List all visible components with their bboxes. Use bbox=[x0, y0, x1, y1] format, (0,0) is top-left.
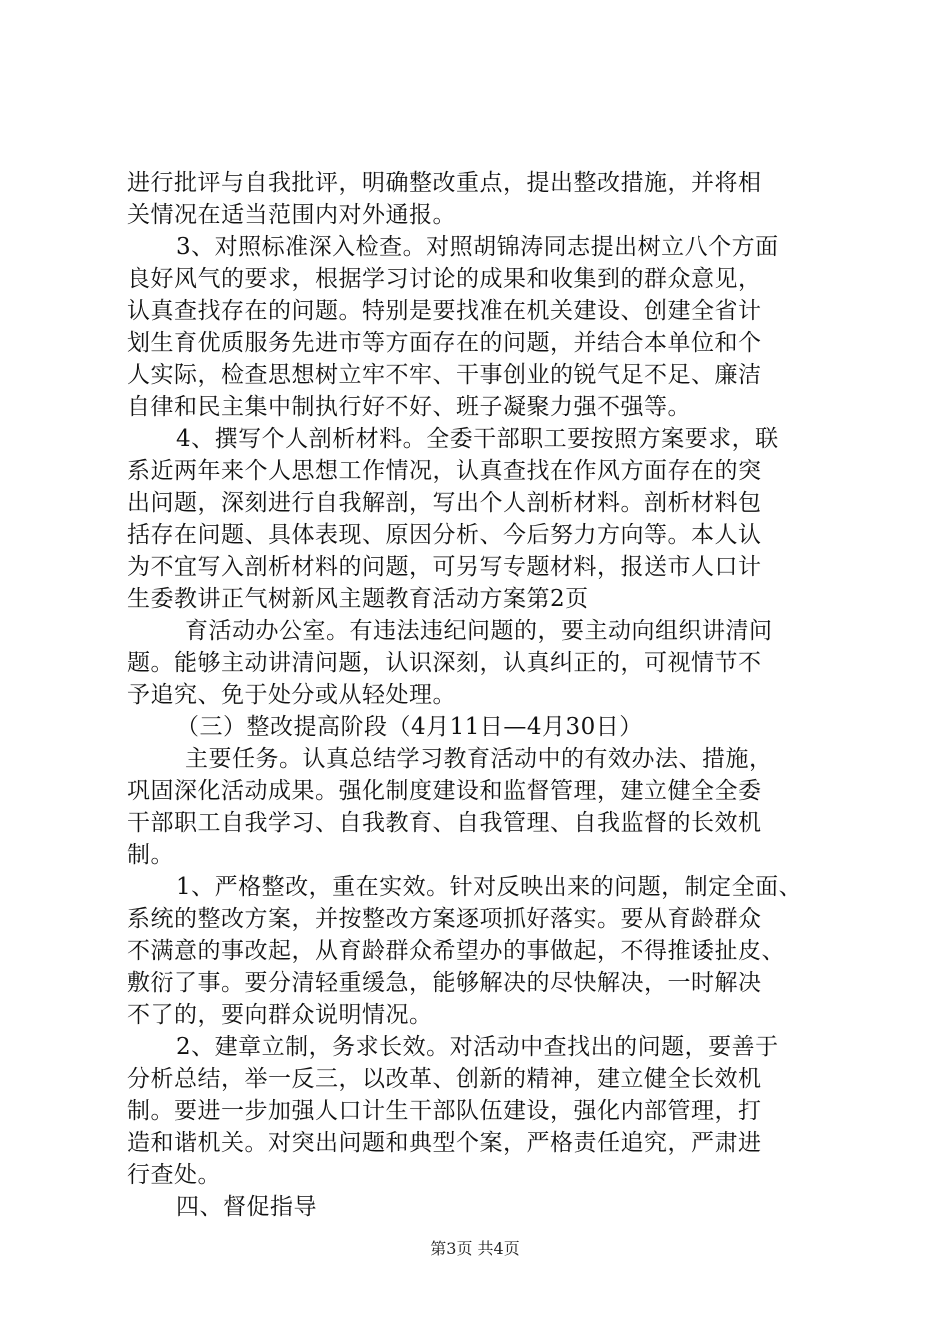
text-line: 出问题，深刻进行自我解剖，写出个人剖析材料。剖析材料包 bbox=[127, 490, 762, 516]
text-line: 为不宜写入剖析材料的问题，可另写专题材料，报送市人口计 bbox=[127, 554, 762, 580]
text-line: 题。能够主动讲清问题，认识深刻，认真纠正的，可视情节不 bbox=[127, 650, 762, 676]
text-line: 制。 bbox=[127, 842, 174, 868]
text-line: 敷衍了事。要分清轻重缓急，能够解决的尽快解决，一时解决 bbox=[127, 970, 762, 996]
text-line: 系近两年来个人思想工作情况，认真查找在作风方面存在的突 bbox=[127, 458, 762, 484]
text-line: 育活动办公室。有违法违纪问题的，要主动向组织讲清问 bbox=[185, 618, 773, 644]
text-line: 2、建章立制，务求长效。对活动中查找出的问题，要善于 bbox=[176, 1034, 779, 1060]
text-line: 分析总结，举一反三，以改革、创新的精神，建立健全长效机 bbox=[127, 1066, 762, 1092]
text-line: 3、对照标准深入检查。对照胡锦涛同志提出树立八个方面 bbox=[176, 234, 779, 260]
text-line: 造和谐机关。对突出问题和典型个案，严格责任追究，严肃进 bbox=[127, 1130, 762, 1156]
text-line: 括存在问题、具体表现、原因分析、今后努力方向等。本人认 bbox=[127, 522, 762, 548]
text-line: 认真查找存在的问题。特别是要找准在机关建设、创建全省计 bbox=[127, 298, 762, 324]
text-line: 4、撰写个人剖析材料。全委干部职工要按照方案要求，联 bbox=[176, 426, 779, 452]
text-line: 系统的整改方案，并按整改方案逐项抓好落实。要从育龄群众 bbox=[127, 906, 762, 932]
section-heading: （三）整改提高阶段（4月11日—4月30日） bbox=[176, 714, 643, 740]
text-line: 进行批评与自我批评，明确整改重点，提出整改措施，并将相 bbox=[127, 170, 762, 196]
text-line: 良好风气的要求，根据学习讨论的成果和收集到的群众意见， bbox=[127, 266, 762, 292]
text-line: 关情况在适当范围内对外通报。 bbox=[127, 202, 456, 228]
text-line: 行查处。 bbox=[127, 1162, 221, 1188]
text-line: 划生育优质服务先进市等方面存在的问题，并结合本单位和个 bbox=[127, 330, 762, 356]
text-line: 不了的，要向群众说明情况。 bbox=[127, 1002, 433, 1028]
text-line: 制。要进一步加强人口计生干部队伍建设，强化内部管理，打 bbox=[127, 1098, 762, 1124]
page-number: 第3页 共4页 bbox=[430, 1239, 520, 1258]
text-line: 人实际，检查思想树立牢不牢、干事创业的锐气足不足、廉洁 bbox=[127, 362, 762, 388]
section-heading: 四、督促指导 bbox=[176, 1194, 317, 1220]
text-line: 不满意的事改起，从育龄群众希望办的事做起，不得推诿扯皮、 bbox=[127, 938, 785, 964]
text-line: 主要任务。认真总结学习教育活动中的有效办法、措施， bbox=[185, 746, 773, 772]
document-body bbox=[127, 167, 827, 1223]
text-line: 巩固深化活动成果。强化制度建设和监督管理，建立健全全委 bbox=[127, 778, 762, 804]
text-line: 自律和民主集中制执行好不好、班子凝聚力强不强等。 bbox=[127, 394, 691, 420]
text-line: 1、严格整改，重在实效。针对反映出来的问题，制定全面、 bbox=[176, 874, 803, 900]
text-line: 干部职工自我学习、自我教育、自我管理、自我监督的长效机 bbox=[127, 810, 762, 836]
text-line: 予追究、免于处分或从轻处理。 bbox=[127, 682, 456, 708]
page-footer bbox=[0, 1239, 950, 1259]
text-line: 生委教讲正气树新风主题教育活动方案第2页 bbox=[127, 586, 589, 612]
